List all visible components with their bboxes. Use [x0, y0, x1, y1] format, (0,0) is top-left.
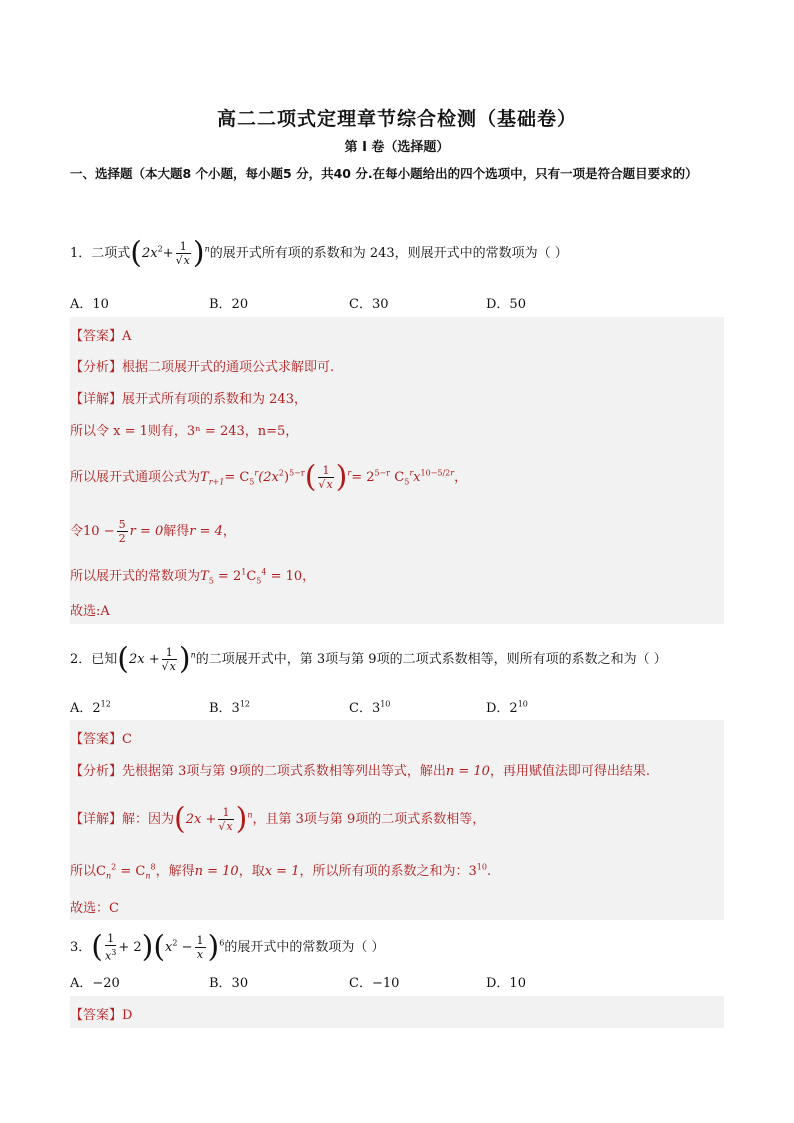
option-b: B．30: [209, 976, 249, 991]
question-1: 1．二项式($2x^2+$ $\frac{1}{√x}$ )$^n$的展开式所有项的系数和为 243，则展开式中的常数项为（ ）: [70, 235, 568, 271]
question-1-text: 的展开式所有项的系数和为 243，则展开式中的常数项为（ ）: [209, 246, 568, 261]
detail-1: 【详解】展开式所有项的系数和为 243，: [70, 392, 307, 407]
option-a: A．10: [70, 297, 109, 312]
detail-1-step-4: 所以展开式的常数项为$T_5 = 2^1C_5^4 = 10$，: [70, 567, 316, 586]
answer-3: 【答案】D: [70, 1008, 133, 1023]
option-c: C．30: [349, 297, 389, 312]
conclusion-1: 故选:A: [70, 604, 110, 619]
detail-1-step-3: 令10 − $\frac{5}{2}$ r = 0解得r = 4，: [70, 518, 236, 545]
option-b: B．$3^{12}$: [209, 699, 251, 716]
conclusion-2: 故选：C: [70, 901, 119, 916]
option-a: A．−20: [70, 976, 120, 991]
answer-1: 【答案】A: [70, 329, 132, 344]
question-3: 3．( $\frac{1}{x^3}$ + $2)(x^2$ − $\frac{1}{x}$ )$^6$的展开式中的常数项为（ ）: [70, 929, 385, 965]
question-2: 2．已知(2x + $\frac{1}{√x}$ )$^n$的二项展开式中，第 3项与第 9项的二项式系数相等，则所有项的系数之和为（ ）: [70, 641, 667, 677]
detail-1-step-1: 所以令 x = 1则有，3ⁿ = 243，n=5，: [70, 424, 299, 439]
answer-2: 【答案】C: [70, 732, 132, 747]
analysis-1: 【分析】根据二项展开式的通项公式求解即可.: [70, 360, 335, 375]
fraction: $\frac{1}{√x}$: [175, 240, 190, 267]
detail-1-step-2: 所以展开式通项公式为$T_{r+1}= C_5^r(2x^2)^{5-r}$( $\frac{1}{√x}$ )$^r= 2^{5-r}$ $C_5^rx^{10-5/2r}$，: [70, 459, 468, 495]
option-d: D．10: [486, 976, 526, 991]
option-c: C．−10: [349, 976, 400, 991]
page-subtitle: 第 I 卷（选择题）: [344, 140, 450, 155]
option-d: D．50: [486, 297, 526, 312]
option-c: C．$3^{10}$: [349, 699, 391, 716]
page-title: 高二二项式定理章节综合检测（基础卷）: [216, 108, 577, 130]
detail-2-step-1: 所以$C_n^2 = C_n^8$，解得n = 10，取x = 1，所以所有项的系数之和为：$3^{10}$.: [70, 862, 492, 881]
analysis-2: 【分析】先根据第 3项与第 9项的二项式系数相等列出等式，解出n = 10，再用赋值法即可得出结果.: [70, 764, 651, 779]
question-1-pre: 二项式: [91, 246, 131, 261]
option-b: B．20: [209, 297, 249, 312]
question-1-number: 1．: [70, 246, 92, 261]
option-d: D．$2^{10}$: [486, 699, 528, 716]
detail-2: 【详解】解：因为(2x + $\frac{1}{√x}$ )$^n$，且第 3项与第 9项的二项式系数相等，: [70, 801, 486, 837]
section-header: 一、选择题（本大题8 个小题，每小题5 分，共40 分.在每小题给出的四个选项中，只有一项是符合题目要求的）: [70, 166, 698, 181]
option-a: A．$2^{12}$: [70, 699, 111, 716]
